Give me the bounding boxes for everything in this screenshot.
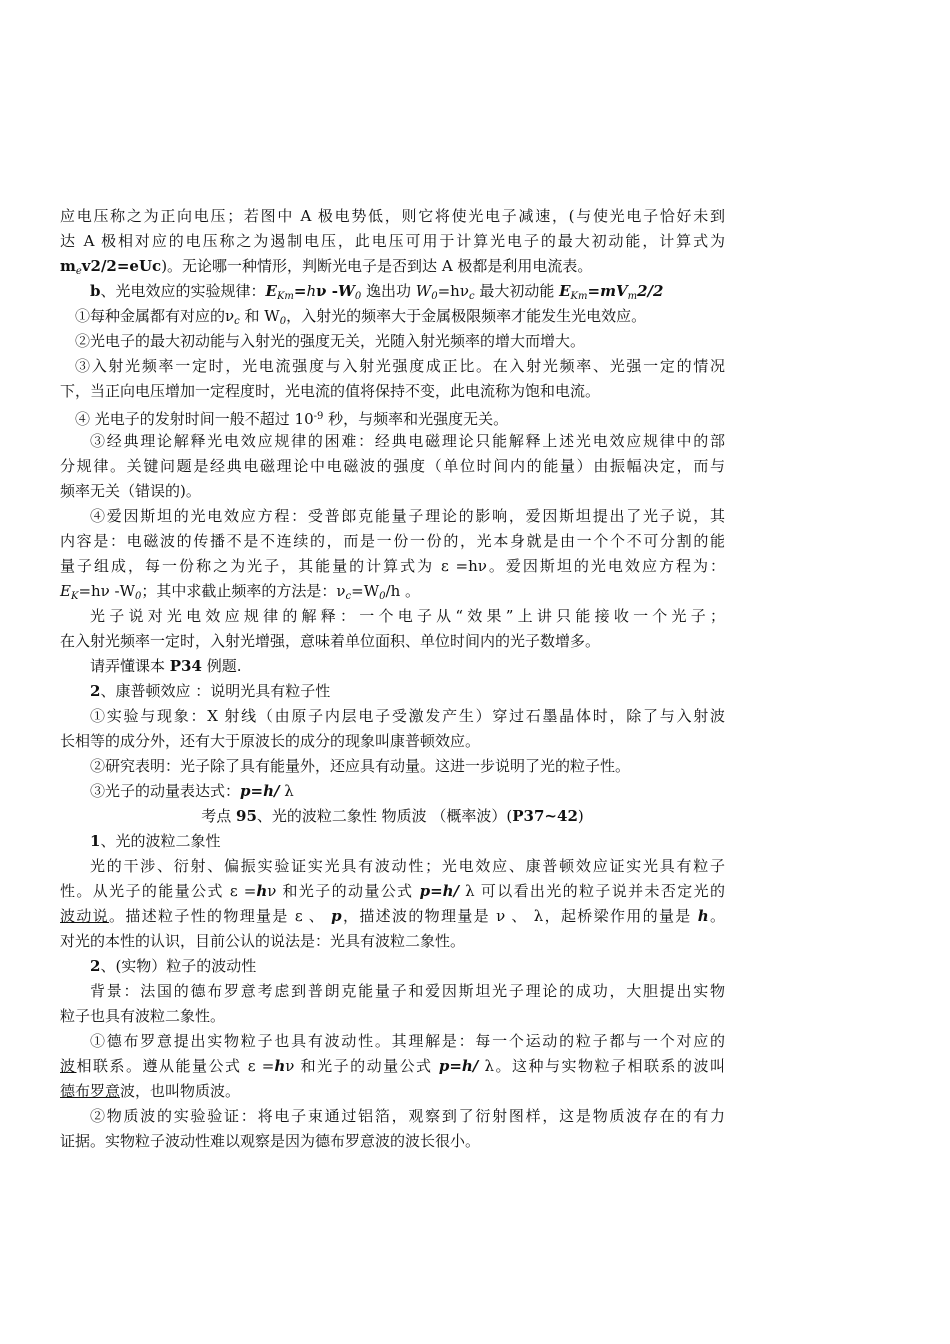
paragraph-line <box>60 604 725 629</box>
text-run: 波 <box>60 1057 77 1075</box>
subscript-text: m <box>627 291 638 302</box>
text-run: ③经典理论解释光电效应规律的困难：经典电磁理论只能解释上述光电效应规律中的部 <box>90 432 725 450</box>
paragraph-line <box>60 904 725 929</box>
paragraph-line <box>60 979 725 1004</box>
subscript-text: c <box>234 316 240 327</box>
subscript-text: c <box>468 291 475 302</box>
text-run: ，入射光的频率大于金属极限频率才能发生光电效应。 <box>286 307 647 325</box>
paragraph-line <box>60 929 725 954</box>
text-run: =hν -W <box>78 582 136 600</box>
paragraph-line <box>60 229 725 254</box>
subscript-text: c <box>345 591 352 602</box>
subscript-text: Km <box>276 291 294 302</box>
text-run: = <box>250 782 264 800</box>
text-run: 、光电效应的实验规律： <box>100 282 266 300</box>
paragraph-line <box>60 879 725 904</box>
text-run: E <box>265 282 277 300</box>
text-run: 德布罗意 <box>60 1082 121 1100</box>
text-run: 达 A 极相对应的电压称之为遏制电压，此电压可用于计算光电子的最大初动能，计算式为 <box>60 232 725 250</box>
text-run: ①实验与现象：X 射线（由原子内层电子受激发产生）穿过石墨晶体时，除了与入射波 <box>90 707 725 725</box>
text-run: p <box>438 1057 450 1075</box>
paragraph-line <box>60 504 725 529</box>
text-run: h <box>306 282 317 300</box>
text-run: 、光的波粒二象性 物质波 （概率波）( <box>256 807 513 825</box>
text-run: p <box>240 782 251 800</box>
paragraph-line <box>60 354 725 379</box>
text-run: 、光的波粒二象性 <box>100 832 221 850</box>
subscript-text: 0 <box>135 591 142 602</box>
text-run: ②研究表明：光子除了具有能量外，还应具有动量。这进一步说明了光的粒子性。 <box>90 757 631 775</box>
text-run: = <box>293 282 307 300</box>
text-run: 、(实物）粒子的波动性 <box>100 957 257 975</box>
text-run: /h 。 <box>385 582 421 600</box>
text-run: 背景：法国的德布罗意考虑到普朗克能量子和爱因斯坦光子理论的成功，大胆提出实物 <box>90 982 725 1000</box>
text-run: ③光子的动量表达式： <box>90 782 241 800</box>
text-run: ④爱因斯坦的光电效应方程：受普郎克能量子理论的影响，爱因斯坦提出了光子说，其 <box>90 507 725 525</box>
text-run: 请弄懂课本 <box>90 657 170 675</box>
text-run: =W <box>351 582 380 600</box>
text-run: λ 可以看出光的粒子说并未否定光的 <box>459 882 725 900</box>
paragraph-line <box>60 779 725 804</box>
paragraph-line <box>60 1054 725 1079</box>
text-run: h/ <box>461 1057 479 1075</box>
paragraph-line <box>60 754 725 779</box>
text-run: ③入射光频率一定时，光电流强度与入射光强度成正比。在入射光频率、光强一定的情况 <box>75 357 725 375</box>
text-run: 1 <box>90 832 101 850</box>
text-run: 2 <box>90 957 101 975</box>
document-page <box>60 204 725 1154</box>
paragraph-line <box>60 1079 725 1104</box>
text-run: v2/2=eUc <box>81 257 162 275</box>
text-run: ν 和光子的动量公式 <box>285 1057 439 1075</box>
text-run: ) <box>577 807 584 825</box>
paragraph-line <box>60 1129 725 1154</box>
text-run: 内容是：电磁波的传播不是不连续的，而是一份一份的，光本身就是由一个个不可分割的能 <box>60 532 725 550</box>
text-run: 2 <box>90 682 101 700</box>
text-run: ②物质波的实验验证：将电子束通过铝箔，观察到了衍射图样，这是物质波存在的有力 <box>90 1107 725 1125</box>
text-run: h <box>697 907 709 925</box>
text-run: p <box>419 882 431 900</box>
paragraph-line <box>60 279 725 304</box>
text-run: 相联系。遵从能量公式 ε = <box>76 1057 275 1075</box>
subscript-text: K <box>70 591 79 602</box>
text-run: 波，也叫物质波。 <box>120 1082 241 1100</box>
text-run: 光子说对光电效应规律的解释：一个电子从“效果”上讲只能接收一个光子； <box>90 607 725 625</box>
paragraph-line <box>60 529 725 554</box>
text-run: λ <box>279 782 294 800</box>
text-run: =hν <box>437 282 469 300</box>
text-run: = <box>449 1057 462 1075</box>
text-run: 下，当正向电压增加一定程度时，光电流的值将保持不变，此电流称为饱和电流。 <box>60 382 601 400</box>
subscript-text: 0 <box>431 291 438 302</box>
paragraph-line <box>60 579 725 604</box>
text-run: 应电压称之为正向电压；若图中 A 极电势低，则它将使光电子减速，(与使光电子恰好未到 <box>60 207 725 225</box>
text-run: 光的干涉、衍射、偏振实验证实光具有波动性；光电效应、康普顿效应证实光具有粒子 <box>90 857 725 875</box>
paragraph-line <box>60 554 725 579</box>
text-run: P37~42 <box>512 807 578 825</box>
section-heading <box>60 829 725 854</box>
text-run: 。描述粒子性的物理量是 ε 、 <box>109 907 332 925</box>
text-run: 和 W <box>239 307 280 325</box>
paragraph-line <box>60 304 725 329</box>
text-run: 逸出功 <box>361 282 416 300</box>
text-run: 粒子也具有波粒二象性。 <box>60 1007 226 1025</box>
text-run: 证据。实物粒子波动性难以观察是因为德布罗意波的波长很小。 <box>60 1132 481 1150</box>
text-run: 最大初动能 <box>474 282 560 300</box>
text-run: b <box>90 282 101 300</box>
text-run: 对光的本性的认识，目前公认的说法是：光具有波粒二象性。 <box>60 932 466 950</box>
paragraph-line <box>60 1104 725 1129</box>
paragraph-line <box>60 254 725 279</box>
text-run: ①德布罗意提出实物粒子也具有波动性。其理解是：每一个运动的粒子都与一个对应的 <box>90 1032 725 1050</box>
paragraph-line <box>60 454 725 479</box>
paragraph-line <box>60 1004 725 1029</box>
subscript-text: e <box>75 266 82 277</box>
paragraph-line <box>60 379 725 404</box>
paragraph-line <box>60 479 725 504</box>
text-run: )。无论哪一种情形，判断光电子是否到达 A 极都是利用电流表。 <box>161 257 593 275</box>
text-run: h/ <box>263 782 280 800</box>
text-run: 量子组成，每一份称之为光子，其能量的计算式为 ε =hν。爱因斯坦的光电效应方程为： <box>60 557 725 575</box>
text-run: 、康普顿效应 ：说明光具有粒子性 <box>100 682 331 700</box>
text-run: 例题. <box>201 657 242 675</box>
text-run: W <box>338 282 355 300</box>
text-run: ④ 光电子的发射时间一般不超过 10 <box>75 410 314 428</box>
text-run: h <box>256 882 268 900</box>
text-run: 分规律。关键问题是经典电磁理论中电磁波的强度（单位时间内的能量）由振幅决定，而与 <box>60 457 725 475</box>
text-run: P34 <box>169 657 202 675</box>
text-run: 性。从光子的能量公式 ε = <box>60 882 257 900</box>
text-run: h/ <box>442 882 460 900</box>
text-run: λ。这种与实物粒子相联系的波叫 <box>478 1057 725 1075</box>
text-run: 波动说 <box>60 907 110 925</box>
text-run: ；其中求截止频率的方法是：ν <box>141 582 346 600</box>
text-run: 频率无关（错误的)。 <box>60 482 201 500</box>
text-run: = <box>430 882 443 900</box>
paragraph-line <box>60 629 725 654</box>
paragraph-line <box>60 329 725 354</box>
text-run: m <box>60 257 76 275</box>
paragraph-line <box>60 429 725 454</box>
text-run: W <box>415 282 432 300</box>
text-run: =mV <box>587 282 628 300</box>
paragraph-line <box>60 204 725 229</box>
text-run: h <box>274 1057 286 1075</box>
paragraph-line <box>60 704 725 729</box>
subscript-text: 0 <box>279 316 287 327</box>
subscript-text: 0 <box>354 291 362 302</box>
text-run: ν 和光子的动量公式 <box>267 882 420 900</box>
text-run: ν - <box>316 282 339 300</box>
subscript-text: Km <box>570 291 588 302</box>
text-run: 95 <box>236 807 257 825</box>
text-run: 2/2 <box>637 282 664 300</box>
paragraph-line <box>60 1029 725 1054</box>
text-run: ①每种金属都有对应的ν <box>75 307 235 325</box>
subscript-text: 0 <box>379 591 386 602</box>
topic-heading <box>60 804 725 829</box>
text-run: E <box>60 582 71 600</box>
paragraph-line <box>60 404 725 429</box>
paragraph-line <box>60 729 725 754</box>
text-run: ②光电子的最大初动能与入射光的强度无关，光随入射光频率的增大而增大。 <box>75 332 586 350</box>
section-heading <box>60 954 725 979</box>
paragraph-line <box>60 654 725 679</box>
text-run: E <box>559 282 571 300</box>
text-run: ，描述波的物理量是 ν 、 λ，起桥梁作用的量是 <box>341 907 698 925</box>
text-run: 长相等的成分外，还有大于原波长的成分的现象叫康普顿效应。 <box>60 732 481 750</box>
superscript-text: -9 <box>313 411 324 422</box>
text-run: p <box>331 907 342 925</box>
text-run: 在入射光频率一定时，入射光增强，意味着单位面积、单位时间内的光子数增多。 <box>60 632 601 650</box>
text-run: 。 <box>708 907 725 925</box>
text-run: 考点 <box>201 807 237 825</box>
section-heading <box>60 679 725 704</box>
text-run: 秒，与频率和光强度无关。 <box>323 410 509 428</box>
paragraph-line <box>60 854 725 879</box>
